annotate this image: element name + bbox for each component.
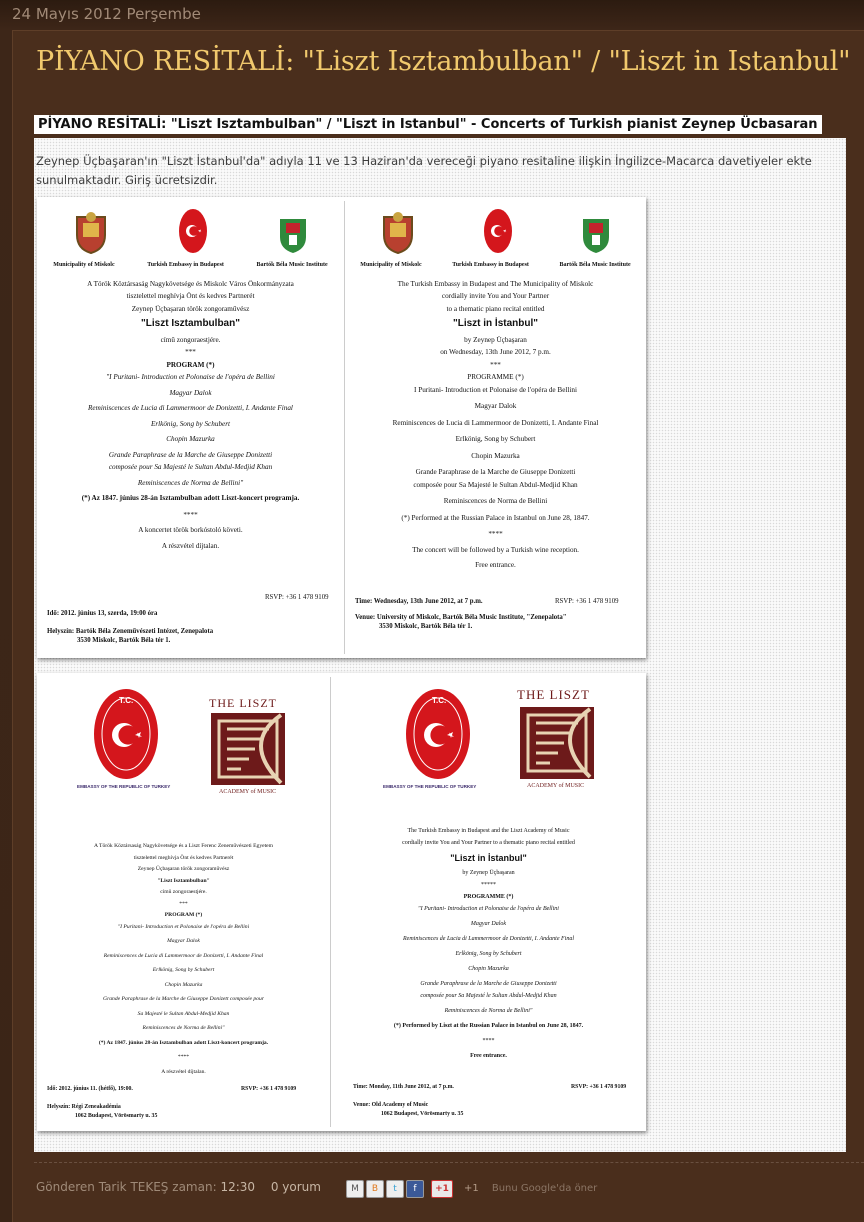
- invite-line: to a thematic piano recital entitled: [446, 304, 545, 313]
- invite-line: by Zeynep Üçbaşaran: [462, 870, 515, 876]
- invitation-image-budapest[interactable]: [37, 673, 646, 1131]
- crest-caption: Turkish Embassy in Budapest: [147, 262, 224, 268]
- invite-line: Zeynep Üçbaşaran török zongoraművész: [131, 304, 250, 313]
- invite-line: címû zongoraestjére.: [160, 335, 221, 344]
- program-item: Reminiscences de Lucia di Lammermoor de Donizetti, I. Andante Final: [103, 952, 264, 959]
- share-facebook-icon[interactable]: f: [406, 1180, 424, 1198]
- program-item: Chopin Mazurka: [166, 435, 215, 443]
- invitation-page-english: [331, 673, 646, 1131]
- liszt-academy-caption: ACADEMY of MUSIC: [219, 789, 277, 795]
- program-item: Chopin Mazurka: [164, 981, 203, 988]
- event-address: 3530 Miskolc, Bartók Béla tér 1.: [77, 637, 171, 644]
- event-venue: Helyszín: Bartók Béla Zeneművészeti Intézet, Zenepalota: [47, 628, 214, 635]
- separator-stars: *****: [481, 882, 496, 888]
- program-note: (*) Performed at the Russian Palace in Istanbul on June 28, 1847.: [401, 513, 590, 522]
- event-venue: Venue: Old Academy of Music: [353, 1102, 429, 1108]
- separator-stars: ***: [490, 360, 501, 369]
- program-item: Reminiscences de Norma de Bellini": [444, 1008, 533, 1014]
- invite-line: A Török Köztársaság Nagykövetsége és a Liszt Ferenc Zeneművészeti Egyetem: [94, 843, 273, 849]
- crest-caption: Municipality of Miskolc: [360, 262, 422, 268]
- invite-line: tisztelettel meghívja Önt és kedves Partnerét: [126, 292, 255, 300]
- program-heading: PROGRAM (*): [166, 360, 215, 369]
- share-twitter-icon[interactable]: t: [386, 1180, 404, 1198]
- entrance-line: A részvétel díjtalan.: [161, 1068, 206, 1075]
- program-heading: PROGRAMME (*): [463, 894, 514, 900]
- program-item: composée pour Sa Majesté le Sultan Abdul-Medjid Khan: [413, 480, 578, 489]
- invite-line: Zeynep Üçbaşaran török zongoraművész: [137, 866, 230, 872]
- entrance-line: Free entrance.: [470, 1053, 507, 1059]
- rsvp-phone: RSVP: +36 1 478 9109: [241, 1086, 297, 1092]
- post-time-link[interactable]: 12:30: [220, 1180, 256, 1194]
- program-item: composée pour Sa Majesté le Sultan Abdul-Medjid Khan: [108, 463, 273, 471]
- invite-line: on Wednesday, 13th June 2012, 7 p.m.: [440, 348, 551, 356]
- event-address: 3530 Miskolc, Bartók Béla tér 1.: [379, 623, 473, 630]
- crest-caption: Bartók Béla Music Institute: [559, 262, 631, 268]
- reception-line: A koncertet török borkóstoló követi.: [138, 526, 243, 534]
- crest-caption: Turkish Embassy in Budapest: [452, 262, 529, 268]
- separator-stars: ***: [179, 900, 188, 907]
- miskolc-crest-icon: [71, 211, 111, 255]
- liszt-academy-title: THE LISZT: [209, 696, 277, 710]
- invite-line: The Turkish Embassy in Budapest and The Municipality of Miskolc: [397, 279, 594, 288]
- google-plus-one-button[interactable]: +1: [431, 1180, 453, 1198]
- concert-title: "Liszt in İstanbul": [452, 318, 539, 329]
- separator-stars: ****: [177, 1054, 190, 1060]
- miskolc-crest-icon: [378, 211, 418, 255]
- program-item: composée pour Sa Majesté le Sultan Abdul-Medjid Khan: [420, 993, 557, 999]
- separator-stars: ***: [185, 348, 196, 356]
- program-item: Reminiscences de Lucia di Lammermoor de Donizetti, I. Andante Final: [402, 936, 575, 942]
- program-item: Reminiscences de Lucia di Lammermoor de Donizetti, I. Andante Final: [392, 418, 599, 427]
- program-item: Erlkönig, Song by Schubert: [150, 419, 231, 428]
- program-item: Grande Paraphrase de la Marche de Giuseppe Donizetti: [108, 450, 273, 459]
- concert-title: "Liszt Isztambulban": [157, 877, 210, 884]
- program-heading: PROGRAM (*): [164, 912, 203, 918]
- program-item: Reminiscences de Norma de Bellini: [443, 497, 548, 505]
- invite-line: by Zeynep Üçbaşaran: [464, 335, 527, 344]
- seal-top-text: T.C.: [119, 696, 134, 705]
- embassy-caption: EMBASSY OF THE REPUBLIC OF TURKEY: [383, 784, 477, 789]
- invitation-page-hungarian: [37, 197, 344, 658]
- separator-stars: ****: [488, 530, 503, 538]
- google-recommend-text: Bunu Google'da öner: [491, 1183, 598, 1194]
- crest-caption: Municipality of Miskolc: [53, 262, 115, 268]
- crest-caption: Bartók Béla Music Institute: [256, 262, 328, 268]
- program-item: Sa Majesté le Sultan Abdul-Medjid Khan: [137, 1010, 230, 1017]
- rsvp-phone: RSVP: +36 1 478 9109: [571, 1084, 627, 1090]
- program-item: Magyar Dalok: [167, 938, 200, 944]
- post-time-label: zaman:: [172, 1180, 217, 1194]
- share-buttons: [346, 1180, 597, 1198]
- program-heading: PROGRAMME (*): [467, 373, 524, 381]
- liszt-academy-logo-icon: [211, 713, 285, 785]
- invite-line: tisztelettel meghívja Önt és kedves Partnerét: [133, 854, 234, 861]
- reception-line: The concert will be followed by a Turkish wine reception.: [412, 545, 579, 554]
- program-item: Magyar Dalok: [470, 921, 507, 927]
- concert-title: "Liszt Isztambulban": [141, 318, 240, 329]
- concert-title: "Liszt in İstanbul": [450, 853, 527, 863]
- invitation-image-miskolc[interactable]: [37, 197, 646, 658]
- program-note: (*) Az 1847. június 28-án Isztambulban adott Liszt-koncert programja.: [98, 1039, 269, 1046]
- invite-line: címû zongoraestjére.: [160, 889, 207, 895]
- program-item: "I Puritani- Introduction et Polonaise de l'opéra de Bellini: [117, 923, 250, 930]
- post-author: Gönderen Tarik TEKEŞ: [36, 1180, 169, 1194]
- event-time: Time: Wednesday, 13th June 2012, at 7 p.m.: [355, 598, 483, 605]
- program-item: Erlkönig, Song by Schubert: [455, 435, 536, 443]
- separator-stars: ****: [482, 1038, 495, 1044]
- event-time: Idő: 2012. június 11. (hétfő), 19:00.: [47, 1086, 133, 1092]
- invite-line: A Török Köztársaság Nagykövetsége és Miskolc Város Önkormányzata: [87, 279, 294, 288]
- post-date: 24 Mayıs 2012 Perşembe: [12, 5, 201, 23]
- invite-line: The Turkish Embassy in Budapest and the Liszt Academy of Music: [407, 828, 570, 834]
- turkish-embassy-seal-icon: [483, 207, 513, 255]
- separator-stars: ****: [183, 510, 198, 519]
- post-title[interactable]: PİYANO RESİTALİ: "Liszt Isztambulban" / "Liszt in Istanbul": [36, 46, 851, 77]
- google-plus-count: +1: [464, 1183, 479, 1194]
- bartok-institute-crest-icon: [579, 215, 613, 255]
- event-address: 1062 Budapest, Vörösmarty u. 35: [75, 1113, 158, 1119]
- comments-link[interactable]: 0 yorum: [270, 1180, 321, 1194]
- program-item: "I Puritani- Introduction et Polonaise de l'opéra de Bellini: [106, 373, 275, 381]
- embassy-caption: EMBASSY OF THE REPUBLIC OF TURKEY: [77, 784, 171, 789]
- seal-top-text: T.C.: [432, 696, 447, 705]
- program-item: Reminiscences de Norma de Bellini": [142, 1025, 225, 1031]
- program-item: Erlkönig, Song by Schubert: [455, 951, 522, 957]
- share-email-icon[interactable]: M: [346, 1180, 364, 1198]
- invite-line: cordially invite You and Your Partner to a thematic piano recital entitled: [402, 840, 575, 846]
- program-item: "I Puritani- Introduction et Polonaise de l'opéra de Bellini: [418, 906, 559, 912]
- event-venue: Helyszín: Régi Zeneakadémia: [47, 1104, 121, 1110]
- program-item: I Puritani- Introduction et Polonaise de l'opéra de Bellini: [414, 385, 577, 394]
- program-item: Chopin Mazurka: [468, 966, 509, 972]
- event-time: Idő: 2012. június 13, szerda, 19:00 óra: [47, 610, 158, 617]
- event-venue: Venue: University of Miskolc, Bartók Béla Music Institute, "Zenepalota": [355, 614, 567, 621]
- event-time: Time: Monday, 11th June 2012, at 7 p.m.: [353, 1084, 454, 1090]
- turkish-embassy-seal-icon: [178, 207, 208, 255]
- program-note: (*) Az 1847. június 28-án Isztambulban adott Liszt-koncert programja.: [81, 494, 300, 502]
- program-item: Magyar Dalok: [474, 402, 517, 410]
- share-blog-icon[interactable]: B: [366, 1180, 384, 1198]
- entrance-line: Free entrance.: [475, 561, 516, 569]
- event-address: 1062 Budapest, Vörösmarty u. 35: [381, 1111, 464, 1117]
- post-subheading: PİYANO RESİTALİ: "Liszt Isztambulban" / "Liszt in Istanbul" - Concerts of Turkish pianist Zeynep Ücbasaran: [34, 115, 822, 134]
- program-item: Grande Paraphrase de la Marche de Giuseppe Donizett composée pour: [103, 996, 264, 1002]
- post-footer-divider: [34, 1162, 864, 1163]
- rsvp-phone: RSVP: +36 1 478 9109: [265, 594, 329, 601]
- program-item: Reminiscences de Norma de Bellini": [137, 478, 244, 487]
- program-item: Grande Paraphrase de la Marche de Giuseppe Donizetti: [420, 981, 557, 987]
- invite-line: cordially invite You and Your Partner: [441, 292, 550, 300]
- invitation-page-hungarian: [37, 673, 330, 1131]
- post-footer: [36, 1180, 321, 1194]
- program-item: Reminiscences de Lucia di Lammermoor de Donizetti, I. Andante Final: [88, 404, 293, 412]
- program-item: Grande Paraphrase de la Marche de Giuseppe Donizetti: [415, 468, 576, 476]
- bartok-institute-crest-icon: [276, 215, 310, 255]
- program-item: Magyar Dalok: [169, 388, 212, 397]
- entrance-line: A részvétel díjtalan.: [161, 541, 220, 550]
- program-item: Chopin Mazurka: [471, 451, 520, 460]
- program-item: Erlkönig, Song by Schubert: [152, 967, 215, 973]
- liszt-academy-caption: ACADEMY of MUSIC: [527, 783, 585, 789]
- program-note: (*) Performed by Liszt at the Russian Palace in Istanbul on June 28, 1847.: [393, 1023, 584, 1029]
- liszt-academy-logo-icon: [519, 707, 595, 779]
- post-intro: Zeynep Üçbaşaran'ın "Liszt İstanbul'da" adıyla 11 ve 13 Haziran'da vereceği piyano resitaline ilişkin İngilizce-Macarca davetiyeler ekte sunulmaktadır. Giriş ücretsizdir.: [36, 154, 812, 187]
- invitation-page-english: [345, 197, 646, 658]
- rsvp-phone: RSVP: +36 1 478 9109: [555, 598, 619, 605]
- liszt-academy-title: THE LISZT: [517, 687, 590, 702]
